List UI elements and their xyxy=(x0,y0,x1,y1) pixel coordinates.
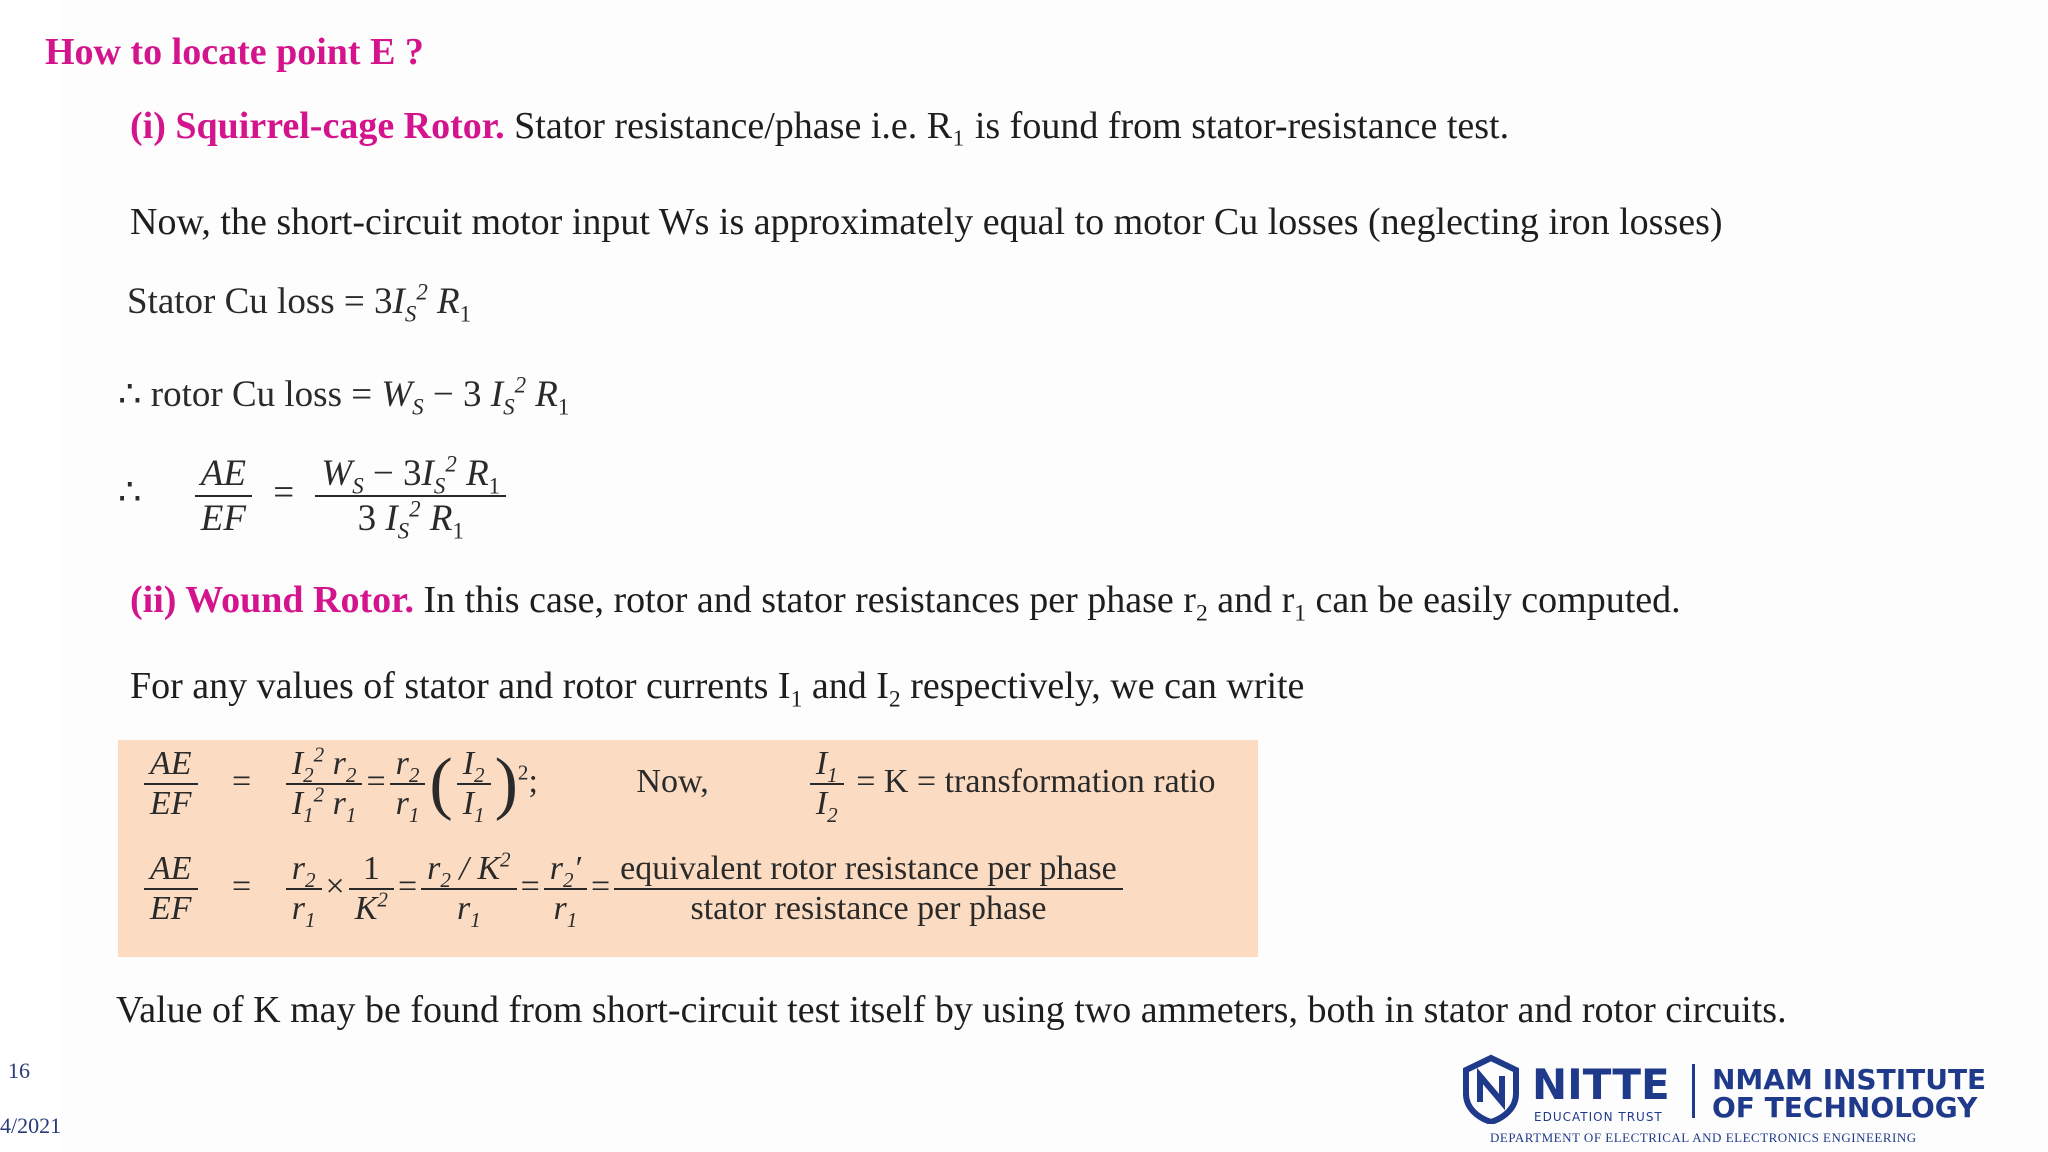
value-of-k-text: Value of K may be found from short-circuit test itself by using two ammeters, both in stator and rotor circuits. xyxy=(116,989,1787,1031)
r2-r1-fraction: $\frac{r_2}{r_1}$ xyxy=(390,745,426,823)
logo-institute-line1: NMAM INSTITUTE xyxy=(1712,1063,1987,1096)
part2-text-a: In this case, rotor and stator resistances per phase r xyxy=(414,579,1196,621)
nitte-emblem-icon xyxy=(1460,1054,1522,1124)
slide-heading: How to locate point E ? xyxy=(45,31,424,73)
r2-prime-over-r1-fraction: $\frac{r_2'}{r_1}$ xyxy=(544,850,587,928)
any-values-a: For any values of stator and rotor currents I xyxy=(130,665,791,707)
box-num-text: equivalent rotor resistance per phase xyxy=(614,850,1123,890)
stator-cu-loss-label: Stator Cu loss = 3 xyxy=(127,281,393,322)
part2-text-b: and r xyxy=(1207,579,1295,621)
page-number: 16 xyxy=(8,1058,30,1083)
ae-ef-fraction: $\frac{AE}{EF}$ xyxy=(195,452,252,540)
ae-ef-ratio-equation: ∴ $\frac{AE}{EF}$ = $\frac{W_S - 3I_S^2 R_1}{3 I_S^2 R_1}$ xyxy=(118,452,510,540)
part1-line xyxy=(130,104,1509,148)
i1-i2-fraction: $\frac{I_1}{I_2}$ xyxy=(810,745,844,823)
slide xyxy=(60,0,2048,1152)
logo-institute-line2: OF TECHNOLOGY xyxy=(1712,1091,1978,1124)
part1-text: Stator resistance/phase i.e. R₁ is found from stator-resistance test. xyxy=(504,105,1510,147)
r2-r1-fraction-2: $\frac{r_2}{r_1}$ xyxy=(286,850,322,928)
part2-label: (ii) Wound Rotor. xyxy=(130,579,415,621)
one-over-k2-fraction: $\frac{1}{K^2}$ xyxy=(349,850,394,928)
box-row-2: $\frac{AE}{EF}$ = $\frac{r_2}{r_1}$ × $\frac{1}{K^2}$ = $\frac{r_2 / K^2}{r_1}$ = $\frac{r_2'}{r_1}$ = $\frac{\text{equivalent rotor resistance per phase}}{\text{stator resistance per phase}}$ xyxy=(140,850,1127,928)
any-values-line: For any values of stator and rotor currents $I_1$ and $I_2$ respectively, we can write xyxy=(130,665,1305,713)
box-ae-ef-2: $\frac{AE}{EF}$ xyxy=(144,850,198,928)
box-row-1: $\frac{AE}{EF}$ = $\frac{I_2^2 r_2}{I_1^2 r_1}$ = $\frac{r_2}{r_1}$ ( $\frac{I_2}{I_1}$ )$^2$; Now, $\frac{I_1}{I_2}$ = K = transformation ratio xyxy=(140,744,1216,824)
box-den-text: stator resistance per phase xyxy=(690,890,1047,927)
logo-nitte-text: NITTE xyxy=(1532,1060,1670,1109)
part1-label: (i) Squirrel-cage Rotor. xyxy=(130,105,505,147)
slide-date: 4/2021 xyxy=(0,1113,62,1138)
logo-department: DEPARTMENT OF ELECTRICAL AND ELECTRONICS ENGINEERING xyxy=(1490,1130,1917,1145)
box-ae-ef-1: $\frac{AE}{EF}$ xyxy=(144,745,198,823)
resistance-words-fraction xyxy=(614,850,1123,928)
therefore-symbol: ∴ xyxy=(118,472,142,514)
part2-text-c: can be easily computed. xyxy=(1306,579,1681,621)
i2-i1-fraction: $\frac{I_2}{I_1}$ xyxy=(457,745,491,823)
box-k-text: = K = transformation ratio xyxy=(856,762,1216,800)
any-values-b: and I xyxy=(802,665,889,707)
part2-line: (ii) Wound Rotor. In this case, rotor and stator resistances per phase $r_2$ and $r_1$ can be easily computed. xyxy=(130,579,1681,627)
r2-k2-over-r1-fraction: $\frac{r_2 / K^2}{r_1}$ xyxy=(421,850,516,928)
ws-fraction: $\frac{W_S - 3I_S^2 R_1}{3 I_S^2 R_1}$ xyxy=(315,452,506,540)
logo-education-trust: EDUCATION TRUST xyxy=(1534,1110,1663,1124)
box-now-label: Now, xyxy=(636,762,709,800)
short-circuit-text: Now, the short-circuit motor input Ws is approximately equal to motor Cu losses (neglecting iron losses) xyxy=(130,201,1723,243)
any-values-c: respectively, we can write xyxy=(900,665,1305,707)
nitte-logo xyxy=(1456,1050,2016,1150)
rotor-cu-loss-label: ∴ rotor Cu loss = xyxy=(118,374,382,415)
current-ratio-fraction: $\frac{I_2^2 r_2}{I_1^2 r_1}$ xyxy=(286,745,363,823)
logo-divider xyxy=(1692,1064,1695,1118)
rotor-cu-loss-equation: ∴ rotor Cu loss = $W_S - 3$ $I_S^2$ $R_1$ xyxy=(118,372,570,420)
stator-cu-loss-equation: Stator Cu loss = $3I_S^2$ $R_1$ xyxy=(127,279,472,327)
